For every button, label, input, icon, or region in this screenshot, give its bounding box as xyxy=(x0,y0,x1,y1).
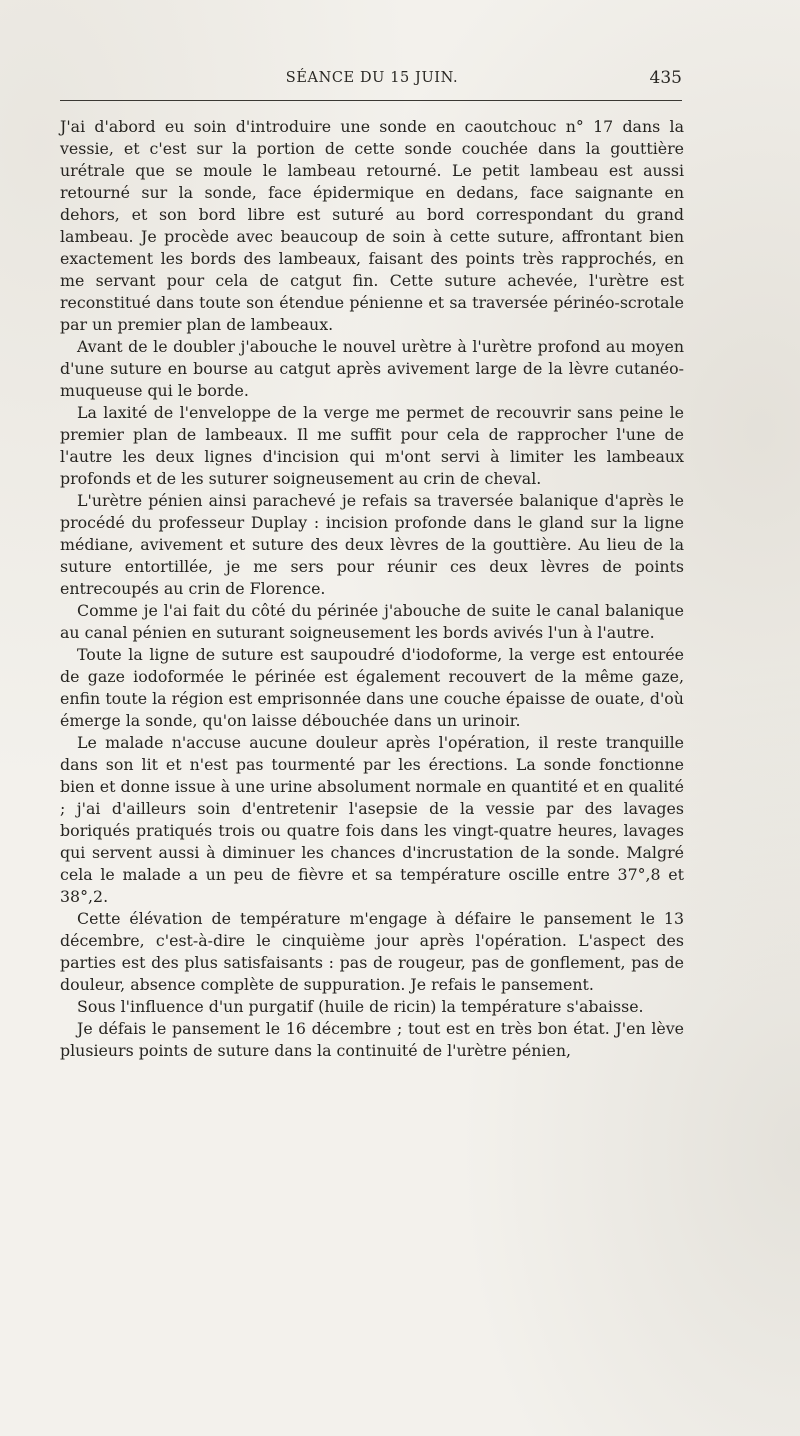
paragraph: L'urètre pénien ainsi parachevé je refais sa traversée balanique d'après le procédé du professeur Duplay : incision profonde dans le gland sur la ligne médiane, avivement et suture des deux lèvres de la gouttière. Au lieu de la suture entortillée, je me sers pour réunir ces deux lèvres de points entrecoupés au crin de Florence. xyxy=(60,491,684,598)
paragraph: J'ai d'abord eu soin d'introduire une sonde en caoutchouc n° 17 dans la vessie, et c'est sur la portion de cette sonde couchée dans la gouttière urétrale que se moule le lambeau retourné. Le petit lambeau est aussi retourné sur la sonde, face épidermique en dedans, face saignante en dehors, et son bord libre est suturé au bord correspondant du grand lambeau. Je procède avec beaucoup de soin à cette suture, affrontant bien exactement les bords des lambeaux, faisant des points très rapprochés, en me servant pour cela de catgut fin. Cette suture achevée, l'urètre est reconstitué dans toute son étendue pénienne et sa traversée périnéo-scrotale par un premier plan de lambeaux. xyxy=(60,117,684,334)
paragraph: Sous l'influence d'un purgatif (huile de ricin) la température s'abaisse. xyxy=(77,997,644,1016)
page-number: 435 xyxy=(649,68,682,88)
paragraph: Le malade n'accuse aucune douleur après l'opération, il reste tranquille dans son lit et n'est pas tourmenté par les érections. La sonde fonctionne bien et donne issue à une urine absolument normale en quantité et en qualité ; j'ai d'ailleurs soin d'entretenir l'asepsie de la vessie par des lavages boriqués pratiqués trois ou quatre fois dans les vingt-quatre heures, lavages qui servent aussi à diminuer les chances d'incrustation de la sonde. Malgré cela le malade a un peu de fièvre et sa température oscille entre 37°,8 et 38°,2. xyxy=(60,733,684,906)
paragraph: Toute la ligne de suture est saupoudré d'iodoforme, la verge est entourée de gaze iodoformée le périnée est également recouvert de la même gaze, enfin toute la région est emprisonnée dans une couche épaisse de ouate, d'où émerge la sonde, qu'on laisse débouchée dans un urinoir. xyxy=(60,645,684,730)
running-title: SÉANCE DU 15 JUIN. xyxy=(285,70,459,86)
running-head xyxy=(60,66,684,92)
body-text xyxy=(60,116,684,1062)
paragraph: Cette élévation de température m'engage à défaire le pansement le 13 décembre, c'est-à-dire le cinquième jour après l'opération. L'aspect des parties est des plus satisfaisants : pas de rougeur, pas de gonflement, pas de douleur, absence complète de suppuration. Je refais le pansement. xyxy=(60,909,684,994)
paragraph: La laxité de l'enveloppe de la verge me permet de recouvrir sans peine le premier plan de lambeaux. Il me suffit pour cela de rapprocher l'une de l'autre les deux lignes d'incision qui m'ont servi à limiter les lambeaux profonds et de les suturer soigneusement au crin de cheval. xyxy=(60,403,684,488)
paragraph: Avant de le doubler j'abouche le nouvel urètre à l'urètre profond au moyen d'une suture en bourse au catgut après avivement large de la lèvre cutanéo-muqueuse qui le borde. xyxy=(60,337,684,400)
paragraph: Je défais le pansement le 16 décembre ; tout est en très bon état. J'en lève plusieurs points de suture dans la continuité de l'urètre pénien, xyxy=(60,1019,684,1060)
header-rule xyxy=(60,100,682,101)
paragraph: Comme je l'ai fait du côté du périnée j'abouche de suite le canal balanique au canal pénien en suturant soigneusement les bords avivés l'un à l'autre. xyxy=(60,601,684,642)
